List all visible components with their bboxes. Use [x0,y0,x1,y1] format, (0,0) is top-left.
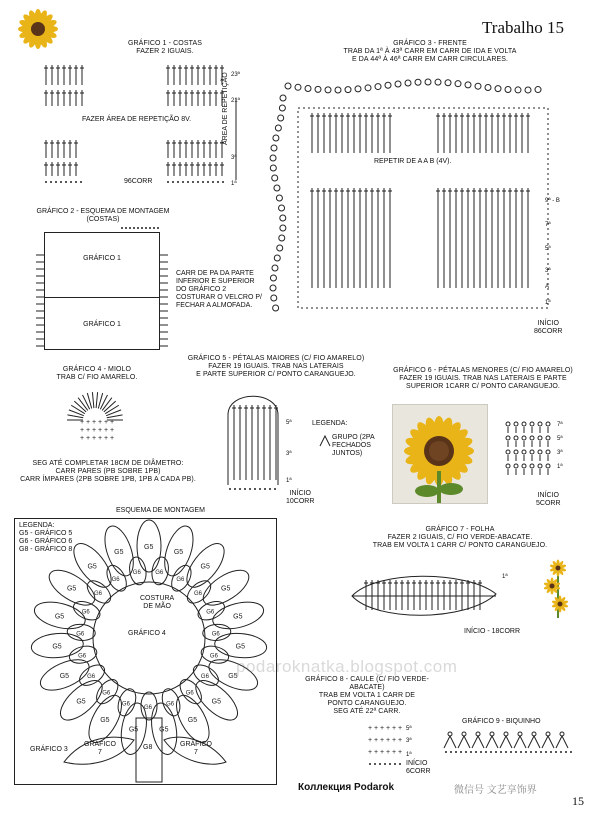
svg-text:G5: G5 [128,726,139,734]
svg-text:+: + [86,427,91,434]
svg-text:+: + [386,749,391,756]
chart3-row-1: 1ª [545,300,551,306]
assembly-leaf-left-label: GRÁFICO 7 [84,741,116,756]
svg-text:G5: G5 [233,613,243,621]
svg-text:+: + [110,419,115,426]
chart1-diagram [38,60,268,220]
chart4-note: SEG ATÉ COMPLETAR 18CM DE DIÂMETRO: CARR PARES (PB SOBRE 1PB) CARR ÍMPARES (2PB SOBRE 1PB, 1PB A CADA PB). [20,460,196,483]
svg-text:+: + [86,435,91,442]
svg-text:+: + [92,427,97,434]
chart8-row-5: 5ª [406,726,412,732]
chart6-diagram [500,418,560,478]
assembly-title: ESQUEMA DE MONTAGEM [116,507,205,514]
chart6-row-7: 7ª [557,422,563,428]
chart5-diagram [218,385,288,495]
svg-text:+: + [80,427,85,434]
chart2-stitch-borders [30,225,170,355]
chart2-top-label: GRÁFICO 1 [83,255,121,262]
sunflower-pillow-photo [392,404,488,504]
chart3-row-3: 3ª [545,268,551,274]
collection-label: Коллекция Podarok [298,782,395,793]
chart2-note: CARR DE PA DA PARTE INFERIOR E SUPERIOR DO GRÁFICO 2 COSTURAR O VELCRO P/ FECHAR A ALMOFADA. [176,270,262,309]
svg-text:+: + [398,749,403,756]
svg-text:G5: G5 [221,585,231,593]
svg-text:G5: G5 [100,716,110,724]
assembly-center-label: GRÁFICO 4 [128,630,166,637]
chart4-title: GRÁFICO 4 - MIOLO TRAB C/ FIO AMARELO. [56,366,138,381]
svg-text:+: + [380,749,385,756]
svg-text:G6: G6 [87,674,96,681]
svg-text:+: + [92,435,97,442]
chart2-bottom-label: GRÁFICO 1 [83,321,121,328]
svg-text:G5: G5 [228,672,238,680]
svg-text:+: + [380,737,385,744]
chart5-title: GRÁFICO 5 - PÉTALAS MAIORES (C/ FIO AMARELO) FAZER 19 IGUAIS. TRAB NAS LATERAIS E PARTE SUPERIOR C/ PONTO CARANGUEJO. [187,355,365,378]
svg-text:G6: G6 [132,569,141,576]
chart8-row-1: 1ª [406,752,412,758]
svg-text:G6: G6 [209,653,218,660]
svg-text:G6: G6 [166,701,175,708]
chart5-start: INÍCIO 10CORR [286,490,315,505]
svg-text:+: + [368,725,373,732]
chart3-diagram [268,68,558,328]
chart1-row-21: 21ª [231,98,240,104]
chart3-repeat-note: REPETIR DE A A B (4V). [374,158,452,165]
chart6-start: INÍCIO 5CORR [536,492,561,507]
svg-text:G6: G6 [211,631,220,638]
svg-text:+: + [110,435,115,442]
svg-text:+: + [98,419,103,426]
chart1-row-3: 3ª [231,155,237,161]
svg-text:G5: G5 [87,563,97,571]
svg-text:G5: G5 [211,698,222,706]
svg-text:+: + [98,435,103,442]
svg-text:+: + [104,435,109,442]
svg-text:+: + [386,725,391,732]
chart5-row-1: 1ª [286,478,292,484]
svg-text:G6: G6 [155,569,164,576]
svg-text:+: + [380,725,385,732]
assembly-stem-label: G8 [143,744,153,751]
svg-text:G6: G6 [206,609,215,616]
svg-text:G5: G5 [144,544,154,551]
svg-text:G6: G6 [78,653,87,660]
svg-text:+: + [374,737,379,744]
chart1-repeat-area-label: ÁREA DE REPETIÇÃO [222,72,229,145]
legend-cluster-symbol [318,434,332,448]
svg-text:G6: G6 [144,705,153,711]
chart6-row-5: 5ª [557,436,563,442]
page-title: Trabalho 15 [482,18,565,37]
svg-text:+: + [86,419,91,426]
chart1-row-23: 23ª [231,72,240,78]
assembly-g3-label: GRÁFICO 3 [30,746,68,753]
svg-text:G5: G5 [200,563,210,571]
svg-text:G6: G6 [93,590,102,597]
svg-text:G5: G5 [52,643,62,651]
chart5-row-3: 3ª [286,451,292,457]
svg-text:+: + [386,737,391,744]
svg-text:+: + [92,419,97,426]
svg-text:+: + [374,749,379,756]
sunflower-sprig-art [544,560,572,620]
svg-text:+: + [104,419,109,426]
svg-text:G5: G5 [173,548,184,556]
svg-text:G5: G5 [59,672,70,680]
chart7-row-1: 1ª [502,574,508,580]
chart4-diagram [60,390,140,450]
chart3-row-9: 9ª - B [545,198,560,204]
svg-text:G5: G5 [114,548,124,556]
chart9-title: GRÁFICO 9 - BIQUINHO [462,718,541,725]
chart1-row-1: 1ª [231,181,237,187]
svg-text:G6: G6 [121,701,130,708]
chart6-title: GRÁFICO 6 - PÉTALAS MENORES (C/ FIO AMARELO) FAZER 19 IGUAIS. TRAB NAS LATERAIS E PARTE SUPERIOR 1CARR C/ PONTO CARANGUEJO. [393,367,573,390]
chart5-row-5: 5ª [286,420,292,426]
chart3-row-7: 7ª [545,222,551,228]
assembly-leaf-right-label: GRÁFICO 7 [180,741,212,756]
svg-text:+: + [104,427,109,434]
sunflower-logo [10,8,62,50]
svg-text:G5: G5 [54,613,65,621]
svg-text:G6: G6 [81,609,90,616]
svg-text:G6: G6 [176,577,185,584]
legend-title: LEGENDA: [312,420,348,427]
svg-text:+: + [392,725,397,732]
svg-text:G6: G6 [102,690,111,697]
chart3-start: INÍCIO 86CORR [534,320,563,335]
chart6-row-1: 1ª [557,464,563,470]
svg-text:G6: G6 [76,631,85,638]
chart8-row-3: 3ª [406,738,412,744]
chart1-start: 96CORR [124,178,153,185]
svg-text:G6: G6 [185,690,194,697]
svg-text:+: + [368,749,373,756]
svg-text:+: + [398,737,403,744]
page-number: 15 [572,794,584,808]
svg-text:G5: G5 [235,643,246,651]
svg-text:+: + [374,725,379,732]
chart3-title: GRÁFICO 3 - FRENTE TRAB DA 1ª À 43ª CARR EM CARR DE IDA E VOLTA E DA 44ª À 46ª CARR EM CARR CIRCULARES. [343,40,517,63]
svg-text:G6: G6 [111,577,120,584]
chart2-title: GRÁFICO 2 - ESQUEMA DE MONTAGEM (COSTAS) [36,208,170,223]
chart7-start: INÍCIO - 18CORR [464,628,521,635]
chart3-row-5: 5ª [545,246,551,252]
svg-text:+: + [392,737,397,744]
svg-text:+: + [80,435,85,442]
chart9-diagram [444,730,574,754]
chart8-start: INÍCIO 6CORR [406,760,431,775]
chart3-row-a: A [545,284,550,290]
svg-text:+: + [98,427,103,434]
sunflower-pillow-art [393,405,489,505]
chart7-title: GRÁFICO 7 - FOLHA FAZER 2 IGUAIS, C/ FIO VERDE-ABACATE. TRAB EM VOLTA 1 CARR C/ PONTO CARANGUEJO. [372,526,548,549]
chart1-repeat-note: FAZER ÁREA DE REPETIÇÃO 8V. [82,116,192,123]
assembly-seam-label: COSTURA DE MÃO [140,595,175,610]
legend-item: GRUPO (2PA FECHADOS JUNTOS) [332,434,375,457]
svg-text:G5: G5 [76,698,86,706]
chart1-title: GRÁFICO 1 - COSTAS FAZER 2 IGUAIS. [127,40,202,55]
svg-text:G6: G6 [194,590,203,597]
chart8-title: GRÁFICO 8 - CAULE (C/ FIO VERDE-ABACATE) TRAB EM VOLTA 1 CARR DE PONTO CARANGUEJO. SEG ATÉ 22ª CARR. [305,676,429,715]
svg-text:G5: G5 [159,726,169,734]
svg-text:+: + [80,419,85,426]
svg-text:+: + [392,749,397,756]
svg-text:+: + [110,427,115,434]
sunflower-logo-art [10,8,62,50]
svg-text:+: + [368,737,373,744]
svg-text:G5: G5 [66,585,77,593]
svg-text:G6: G6 [200,674,209,681]
assembly-legend: LEGENDA: G5 - GRÁFICO 5 G6 - GRÁFICO 6 G8 - GRÁFICO 8 [19,522,73,553]
chart6-row-3: 3ª [557,450,563,456]
svg-text:+: + [398,725,403,732]
watermark: podaroknatka.blogspot.com [236,657,458,676]
svg-text:G5: G5 [187,716,198,724]
wechat-watermark: 微信号 文艺享饰界 [454,785,537,796]
chart7-diagram [346,566,506,626]
